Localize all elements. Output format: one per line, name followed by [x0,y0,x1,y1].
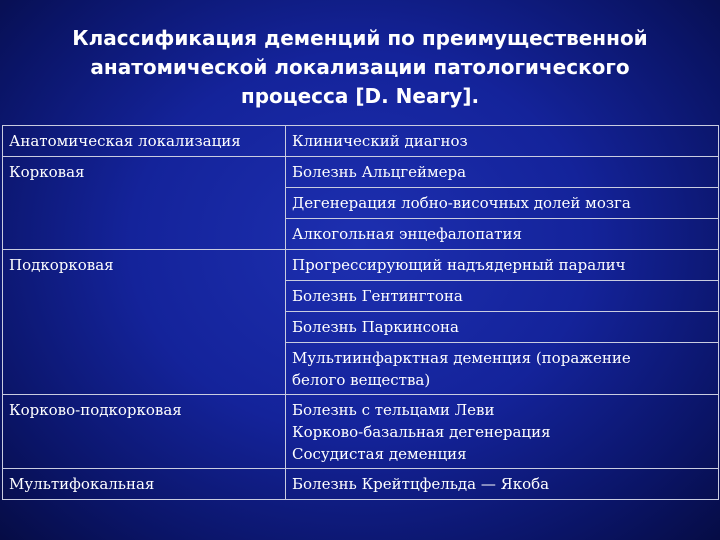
localization-multifocal: Мультифокальная [3,469,286,500]
diagnosis-line: Мультиинфарктная деменция (поражение [292,349,631,367]
title-line-2: анатомической локализации патологического [90,55,630,79]
title-line-1: Классификация деменций по преимущественной [72,26,648,50]
diagnosis-cell: Алкогольная энцефалопатия [286,219,719,250]
header-diagnosis: Клинический диагноз [286,126,719,157]
table-row [3,469,719,500]
dementia-classification-table [2,125,719,500]
diagnosis-cell: Болезнь Крейтцфельда — Якоба [286,469,719,500]
table-row [3,157,719,188]
title-line-3: процесса [D. Neary]. [240,84,480,108]
header-localization: Анатомическая локализация [3,126,286,157]
diagnosis-line: белого вещества) [292,371,431,389]
diagnosis-line: Болезнь с тельцами Леви [292,401,495,419]
slide-title [20,24,700,111]
diagnosis-cell: Прогрессирующий надъядерный паралич [286,250,719,281]
diagnosis-cell [286,343,719,395]
diagnosis-cell: Болезнь Паркинсона [286,312,719,343]
diagnosis-cell: Дегенерация лобно-височных долей мозга [286,188,719,219]
table-header-row [3,126,719,157]
diagnosis-cell [286,395,719,469]
localization-cortical-subcortical: Корково-подкорковая [3,395,286,469]
diagnosis-cell: Болезнь Гентингтона [286,281,719,312]
diagnosis-cell: Болезнь Альцгеймера [286,157,719,188]
table-row [3,250,719,281]
diagnosis-line: Корково-базальная дегенерация [292,423,551,441]
localization-cortical: Корковая [3,157,286,250]
table-row [3,395,719,469]
diagnosis-line: Сосудистая деменция [292,445,467,463]
localization-subcortical: Подкорковая [3,250,286,395]
